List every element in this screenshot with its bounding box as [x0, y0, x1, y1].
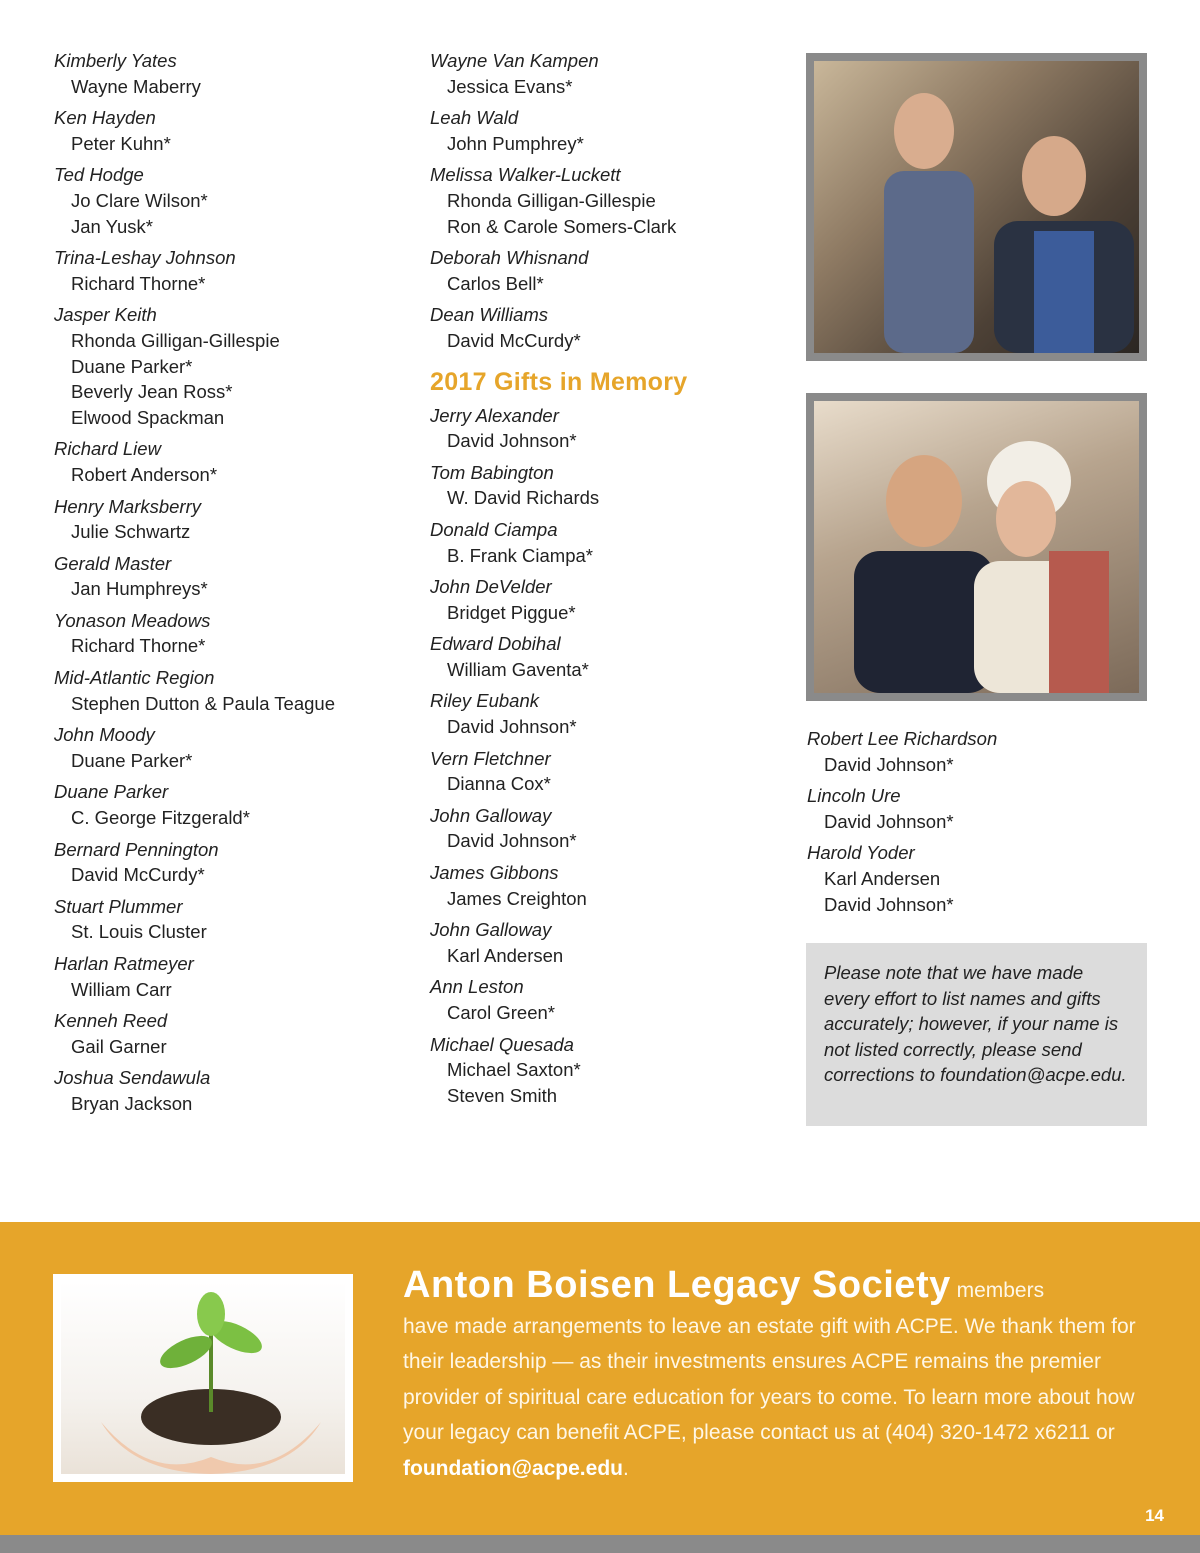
honoree-name: John Galloway [430, 804, 552, 826]
honoree-name: Harold Yoder [807, 842, 915, 864]
honoree-name: Deborah Whisnand [430, 247, 589, 269]
tribute-entry [54, 722, 404, 773]
honoree-name: Joshua Sendawula [54, 1067, 211, 1089]
donor-name: Elwood Spackman [71, 406, 225, 428]
honoree-name: Vern Fletchner [430, 747, 551, 769]
honoree-name: Stuart Plummer [54, 895, 183, 917]
donor-name: Bryan Jackson [71, 1092, 193, 1114]
honoree-name: James Gibbons [430, 862, 559, 884]
tribute-entry [54, 779, 404, 830]
event-photo-two-men [806, 53, 1147, 361]
honoree-name: Leah Wald [430, 107, 519, 129]
tribute-entry [54, 665, 404, 716]
tribute-entry [430, 245, 790, 296]
footer-strip [0, 1535, 1200, 1553]
donor-name: William Carr [71, 978, 172, 1000]
donor-name: David Johnson* [824, 810, 954, 832]
page-number: 14 [1145, 1506, 1164, 1525]
tribute-column-2 [430, 48, 790, 1114]
honoree-name: Gerald Master [54, 552, 172, 574]
donor-name: David McCurdy* [71, 864, 205, 886]
donor-name: Duane Parker* [71, 749, 193, 771]
honoree-name: Riley Eubank [430, 690, 540, 712]
honoree-name: Lincoln Ure [807, 785, 901, 807]
event-photo-man-and-woman [806, 393, 1147, 701]
honoree-name: Yonason Meadows [54, 609, 211, 631]
donor-name: Peter Kuhn* [71, 132, 171, 154]
donor-name: Jan Humphreys* [71, 578, 208, 600]
donor-name: Jessica Evans* [447, 75, 573, 97]
tribute-entry [430, 974, 790, 1025]
legacy-society-text [403, 1264, 1148, 1486]
donor-name: Rhonda Gilligan-Gillespie [447, 189, 656, 211]
honoree-name: Jerry Alexander [430, 404, 559, 426]
honoree-name: Kenneh Reed [54, 1010, 168, 1032]
donor-name: Robert Anderson* [71, 463, 218, 485]
tribute-column-1 [54, 48, 404, 1123]
donor-name: W. David Richards [447, 487, 600, 509]
honoree-name: Henry Marksberry [54, 495, 201, 517]
donor-name: Carlos Bell* [447, 272, 544, 294]
honoree-name: Richard Liew [54, 438, 161, 460]
legacy-society-banner [0, 1222, 1200, 1535]
tribute-entry [54, 436, 404, 487]
donor-name: Beverly Jean Ross* [71, 381, 233, 403]
tribute-entry [54, 162, 404, 239]
legacy-society-title: Anton Boisen Legacy Society [403, 1264, 951, 1306]
donor-name: David Johnson* [447, 430, 577, 452]
donor-name: Richard Thorne* [71, 272, 206, 294]
corrections-note: Please note that we have made every effort to list names and gifts accurately; however, if your name is not listed correctly, please send corrections to foundation@acpe.edu. [806, 943, 1147, 1126]
donor-name: Karl Andersen [447, 944, 564, 966]
tribute-entry [807, 726, 1147, 777]
members-word: members [956, 1279, 1045, 1302]
tribute-entry [807, 840, 1147, 917]
donor-name: St. Louis Cluster [71, 921, 207, 943]
tribute-entry [54, 551, 404, 602]
legacy-society-body: have made arrangements to leave an estate gift with ACPE. We thank them for their leadership — as their investments ensures ACPE remains the premier provider of spiritual care education for years to come. To learn more about how your legacy can benefit ACPE, please contact us at (404) 320-1472 x6211 or [403, 1314, 1136, 1444]
honoree-name: John DeVelder [430, 576, 552, 598]
tribute-entry [430, 403, 790, 454]
tribute-entry [430, 517, 790, 568]
tribute-entry [54, 837, 404, 888]
donor-name: Stephen Dutton & Paula Teague [71, 692, 336, 714]
photo-illustration [814, 61, 1139, 353]
honoree-name: Ann Leston [430, 976, 524, 998]
honoree-name: Melissa Walker-Luckett [430, 164, 621, 186]
donor-name: Gail Garner [71, 1035, 167, 1057]
honoree-name: Ken Hayden [54, 107, 156, 129]
honoree-name: Duane Parker [54, 781, 169, 803]
tribute-entry [430, 105, 790, 156]
honoree-name: Kimberly Yates [54, 50, 177, 71]
honoree-name: Wayne Van Kampen [430, 50, 599, 71]
honoree-name: Trina-Leshay Johnson [54, 247, 236, 269]
donor-name: William Gaventa* [447, 658, 589, 680]
donor-name: James Creighton [447, 887, 587, 909]
seedling-photo [53, 1274, 353, 1482]
tribute-entry [430, 803, 790, 854]
honoree-name: John Galloway [430, 919, 552, 941]
tribute-entry [54, 1065, 404, 1116]
seedling-in-hands-illustration [61, 1282, 345, 1474]
donor-name: David Johnson* [447, 716, 577, 738]
honoree-name: Robert Lee Richardson [807, 728, 998, 749]
donor-name: Steven Smith [447, 1084, 558, 1106]
honoree-name: Bernard Pennington [54, 838, 219, 860]
honoree-name: Harlan Ratmeyer [54, 953, 194, 974]
tribute-entry [54, 608, 404, 659]
tribute-entry [54, 494, 404, 545]
honoree-name: Mid-Atlantic Region [54, 667, 215, 689]
tribute-entry [430, 460, 790, 511]
honoree-name: Dean Williams [430, 304, 549, 326]
tribute-entry [430, 860, 790, 911]
donor-name: Rhonda Gilligan-Gillespie [71, 329, 280, 351]
donor-name: C. George Fitzgerald* [71, 807, 250, 829]
donor-name: Duane Parker* [71, 355, 193, 377]
donor-name: John Pumphrey* [447, 132, 584, 154]
tribute-entry [430, 917, 790, 968]
foundation-email-link[interactable]: foundation@acpe.edu [403, 1456, 623, 1480]
tribute-column-3 [807, 726, 1147, 923]
tribute-entry [807, 783, 1147, 834]
honor-list-continued [430, 48, 790, 354]
honoree-name: Edward Dobihal [430, 633, 561, 655]
donor-name: Jo Clare Wilson* [71, 189, 208, 211]
tribute-entry [430, 746, 790, 797]
tribute-entry [430, 688, 790, 739]
tribute-entry [54, 951, 404, 1002]
donor-name: Karl Andersen [824, 867, 941, 889]
honoree-name: Michael Quesada [430, 1033, 574, 1055]
tribute-entry [430, 1032, 790, 1109]
donor-name: David Johnson* [824, 753, 954, 775]
tribute-entry [430, 574, 790, 625]
tribute-entry [54, 1008, 404, 1059]
tribute-entry [54, 105, 404, 156]
memory-list [430, 403, 790, 1109]
donor-name: Michael Saxton* [447, 1059, 581, 1081]
tribute-entry [430, 48, 790, 99]
donor-name: Dianna Cox* [447, 773, 551, 795]
tribute-entry [430, 631, 790, 682]
donor-name: Bridget Piggue* [447, 601, 576, 623]
honoree-name: Ted Hodge [54, 164, 144, 186]
memory-section-heading: 2017 Gifts in Memory [430, 367, 688, 396]
donor-name: B. Frank Ciampa* [447, 544, 593, 566]
tribute-entry [54, 894, 404, 945]
donor-name: Richard Thorne* [71, 635, 206, 657]
donor-name: David Johnson* [824, 893, 954, 915]
donor-name: Julie Schwartz [71, 521, 191, 543]
donor-name: Wayne Maberry [71, 75, 201, 97]
tribute-entry [54, 245, 404, 296]
tribute-entry [430, 302, 790, 353]
tribute-entry [430, 162, 790, 239]
tribute-entry [54, 48, 404, 99]
donor-name: Carol Green* [447, 1002, 555, 1023]
photo-illustration [814, 401, 1139, 693]
donor-name: Jan Yusk* [71, 215, 153, 237]
honoree-name: Donald Ciampa [430, 518, 558, 540]
donor-name: David Johnson* [447, 830, 577, 852]
honoree-name: Jasper Keith [54, 304, 157, 326]
tribute-entry [54, 302, 404, 430]
honoree-name: John Moody [54, 724, 155, 746]
sentence-end: . [622, 1456, 629, 1480]
donor-name: Ron & Carole Somers-Clark [447, 215, 677, 237]
honoree-name: Tom Babington [430, 461, 554, 483]
donor-name: David McCurdy* [447, 329, 581, 351]
